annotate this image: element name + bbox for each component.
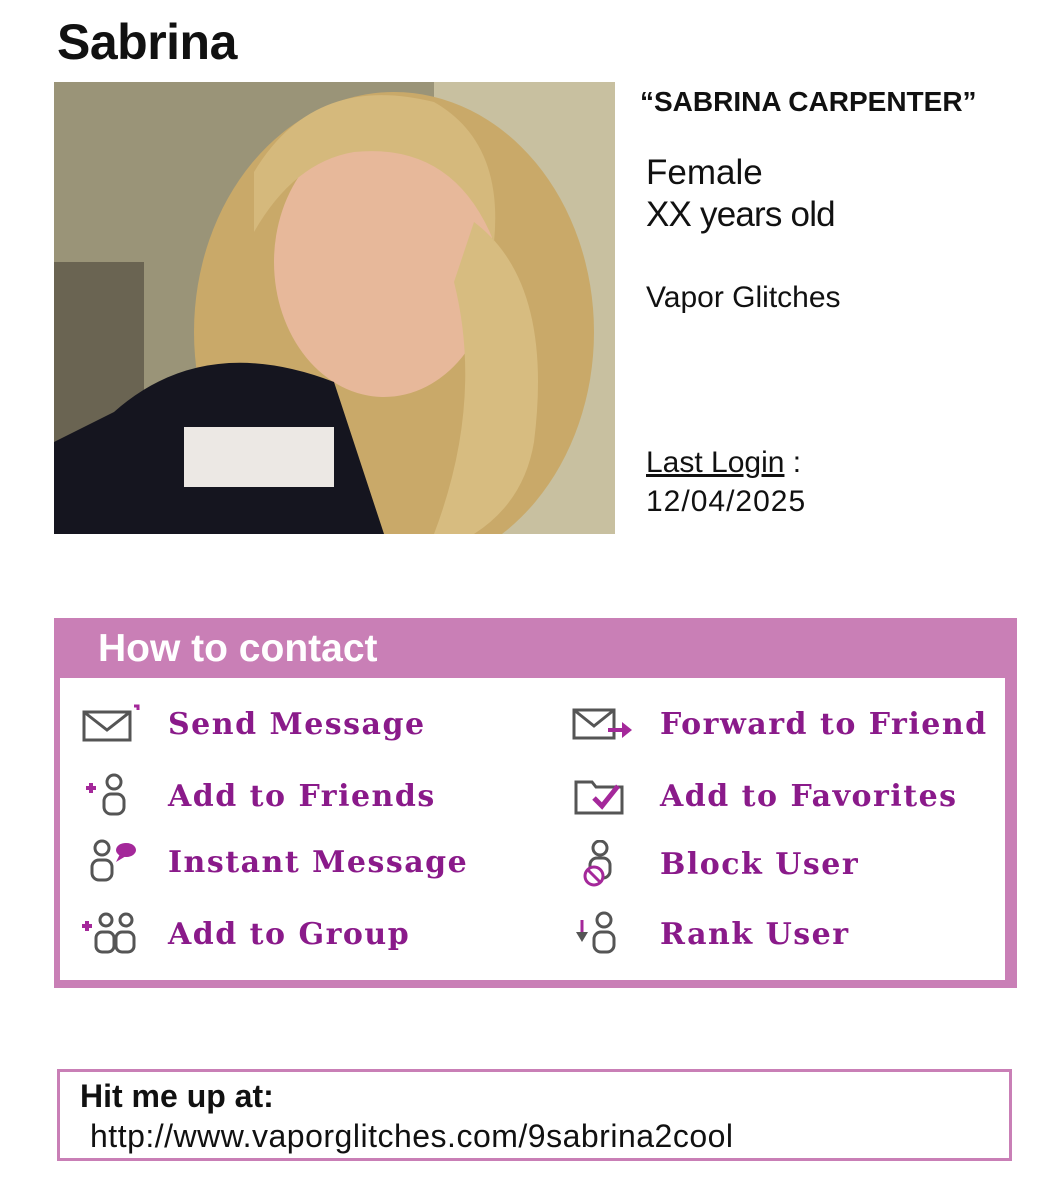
rank-user-button[interactable] bbox=[570, 910, 850, 958]
last-login-date: 12/04/2025 bbox=[646, 485, 807, 518]
rank-user-icon bbox=[570, 910, 640, 958]
gender-text: Female bbox=[646, 153, 763, 192]
contact-panel bbox=[54, 618, 1017, 988]
add-group-icon bbox=[78, 910, 148, 958]
profile-name: Sabrina bbox=[57, 14, 237, 70]
add-to-friends-button[interactable] bbox=[78, 772, 436, 820]
rank-user-label: Rank User bbox=[660, 916, 850, 952]
forward-to-friend-button[interactable] bbox=[570, 700, 988, 748]
age-text: XX years old bbox=[646, 195, 835, 234]
display-name: “SABRINA CARPENTER” bbox=[640, 86, 977, 117]
add-to-favorites-button[interactable] bbox=[570, 772, 958, 820]
envelope-icon bbox=[78, 700, 148, 748]
instant-message-label: Instant Message bbox=[168, 844, 469, 880]
forward-envelope-icon bbox=[570, 700, 640, 748]
block-user-button[interactable] bbox=[570, 840, 859, 888]
add-to-group-button[interactable] bbox=[78, 910, 410, 958]
favorites-folder-icon bbox=[570, 772, 640, 820]
profile-url-link[interactable]: http://www.vaporglitches.com/9sabrina2cool bbox=[90, 1118, 734, 1154]
contact-actions bbox=[60, 678, 1005, 980]
add-to-friends-label: Add to Friends bbox=[168, 778, 436, 814]
send-message-button[interactable] bbox=[78, 700, 426, 748]
forward-to-friend-label: Forward to Friend bbox=[660, 706, 988, 742]
instant-message-icon bbox=[78, 838, 148, 886]
contact-panel-title: How to contact bbox=[98, 627, 378, 670]
send-message-label: Send Message bbox=[168, 706, 426, 742]
last-login-label: Last Login bbox=[646, 446, 785, 479]
instant-message-button[interactable] bbox=[78, 838, 468, 886]
add-friend-icon bbox=[78, 772, 148, 820]
contact-link-box bbox=[57, 1069, 1012, 1161]
block-user-label: Block User bbox=[660, 846, 860, 882]
last-login-separator: : bbox=[784, 446, 802, 479]
block-user-icon bbox=[570, 840, 640, 888]
profile-photo bbox=[54, 82, 615, 534]
add-to-favorites-label: Add to Favorites bbox=[660, 778, 958, 814]
link-heading: Hit me up at: bbox=[80, 1078, 274, 1114]
last-login-row bbox=[646, 445, 801, 481]
profile-photo-illustration bbox=[54, 82, 615, 534]
site-name: Vapor Glitches bbox=[646, 281, 841, 314]
add-to-group-label: Add to Group bbox=[168, 916, 411, 952]
